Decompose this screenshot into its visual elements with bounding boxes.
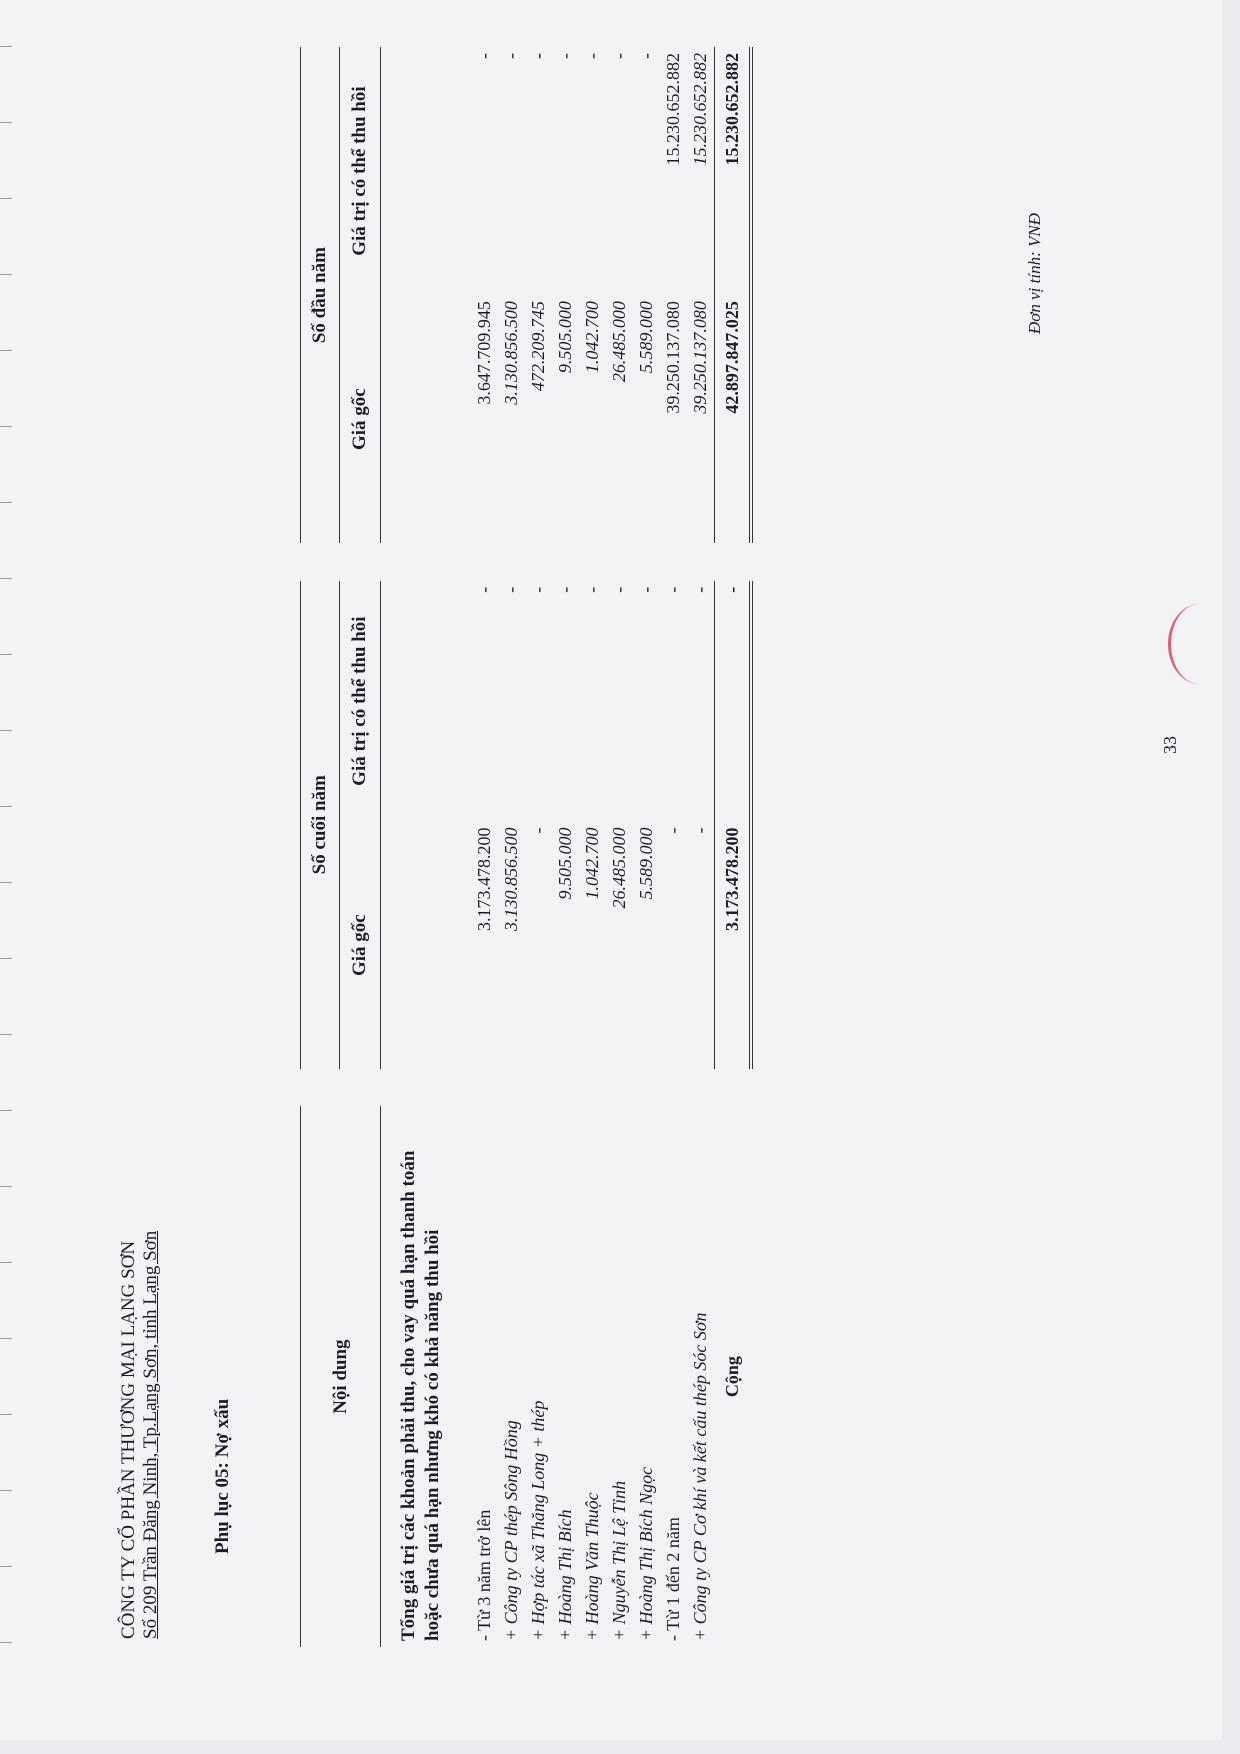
row-label: - Từ 1 đến 2 năm <box>663 1517 683 1641</box>
table-row <box>606 47 633 1647</box>
begin-recoverable-cell: - <box>555 53 575 59</box>
end-cost-cell: 1.042.700 <box>582 827 602 900</box>
end-recoverable-cell: - <box>663 586 683 593</box>
begin-recoverable-cell: - <box>528 53 548 59</box>
row-label: + Hoàng Thị Bích <box>555 1509 575 1641</box>
begin-recoverable-cell: - <box>636 53 656 59</box>
end-cost-cell: 26.485.000 <box>609 827 629 909</box>
total-end-cost: 3.173.478.200 <box>715 822 752 1069</box>
begin-cost-cell: 5.589.000 <box>636 301 656 374</box>
begin-cost-cell: 472.209.745 <box>528 301 548 392</box>
end-cost-cell: - <box>690 827 710 834</box>
end-cost-cell: 9.505.000 <box>555 827 575 900</box>
end-recoverable-cell: - <box>582 586 602 593</box>
end-recoverable-cell: - <box>636 586 656 593</box>
section-title: Tổng giá trị các khoản phải thu, cho vay quá hạn thanh toán hoặc chưa quá hạn nhưng khó có khả năng thu hồi <box>398 1150 443 1641</box>
header-begin-recoverable: Giá trị có thể thu hồi <box>340 47 381 295</box>
begin-recoverable-cell: - <box>609 53 629 59</box>
row-label: + Nguyễn Thị Lệ Tỉnh <box>609 1480 629 1641</box>
end-cost-cell: - <box>528 827 548 834</box>
table-row <box>498 47 525 1647</box>
begin-cost-cell: 3.130.856.500 <box>501 301 521 405</box>
header-end-recoverable: Giá trị có thể thu hồi <box>340 581 381 822</box>
red-stamp-fragment <box>1168 604 1231 684</box>
begin-cost-cell: 39.250.137.080 <box>663 301 683 414</box>
currency-unit: Đơn vị tính: VNĐ <box>1025 213 1044 334</box>
row-label: + Công ty CP Cơ khí và kết cấu thép Sóc Sơn <box>690 1312 711 1641</box>
begin-recoverable-cell: - <box>582 53 602 59</box>
table-row <box>633 47 660 1647</box>
begin-recoverable-cell: - <box>474 53 494 59</box>
end-cost-cell: - <box>663 827 683 834</box>
end-recoverable-cell: - <box>528 586 548 593</box>
row-label: + Công ty CP thép Sông Hồng <box>501 1420 521 1641</box>
end-recoverable-cell: - <box>474 586 494 593</box>
row-label: + Hoàng Văn Thuộc <box>582 1492 602 1641</box>
table-row <box>579 47 606 1647</box>
header-begin-cost: Giá gốc <box>340 295 381 543</box>
table-row <box>660 47 687 1647</box>
table-row <box>552 47 579 1647</box>
table-row <box>471 47 498 1647</box>
bad-debt-table <box>300 47 753 1647</box>
end-cost-cell: 3.173.478.200 <box>474 827 494 931</box>
end-recoverable-cell: - <box>609 586 629 593</box>
page-number: 33 <box>1160 736 1180 754</box>
end-recoverable-cell: - <box>690 586 710 593</box>
end-recoverable-cell: - <box>555 586 575 593</box>
end-cost-cell: 5.589.000 <box>636 827 656 900</box>
appendix-title: Phụ lục 05: Nợ xấu <box>212 1398 233 1554</box>
total-end-recoverable: - <box>715 581 752 822</box>
end-recoverable-cell: - <box>501 586 521 593</box>
total-label: Cộng <box>722 1356 743 1398</box>
company-name: CÔNG TY CỔ PHẦN THƯƠNG MẠI LẠNG SƠN <box>118 1240 139 1639</box>
header-beginning-of-year: Số đầu năm <box>301 47 340 543</box>
begin-cost-cell: 9.505.000 <box>555 301 575 374</box>
header-content: Nội dung <box>301 1106 381 1647</box>
end-cost-cell: 3.130.856.500 <box>501 827 521 931</box>
begin-cost-cell: 26.485.000 <box>609 301 629 383</box>
table-row <box>687 47 715 1647</box>
company-header <box>118 1231 162 1639</box>
header-end-of-year: Số cuối năm <box>301 581 340 1069</box>
begin-cost-cell: 39.250.137.080 <box>690 301 710 414</box>
total-begin-recoverable: 15.230.652.882 <box>715 47 752 295</box>
begin-cost-cell: 3.647.709.945 <box>474 301 494 405</box>
begin-cost-cell: 1.042.700 <box>582 301 602 374</box>
company-address: Số 209 Trần Đăng Ninh, Tp.Lạng Sơn, tỉnh Lạng Sơn <box>140 1230 161 1639</box>
total-row <box>715 47 752 1647</box>
begin-recoverable-cell: 15.230.652.882 <box>663 53 683 166</box>
header-end-cost: Giá gốc <box>340 822 381 1069</box>
row-label: - Từ 3 năm trở lên <box>474 1509 494 1641</box>
begin-recoverable-cell: - <box>501 53 521 59</box>
row-label: + Hợp tác xã Thăng Long + thép <box>528 1400 548 1641</box>
total-begin-cost: 42.897.847.025 <box>715 295 752 543</box>
table-row <box>525 47 552 1647</box>
begin-recoverable-cell: 15.230.652.882 <box>690 53 710 166</box>
row-label: + Hoàng Thị Bích Ngọc <box>636 1466 656 1641</box>
